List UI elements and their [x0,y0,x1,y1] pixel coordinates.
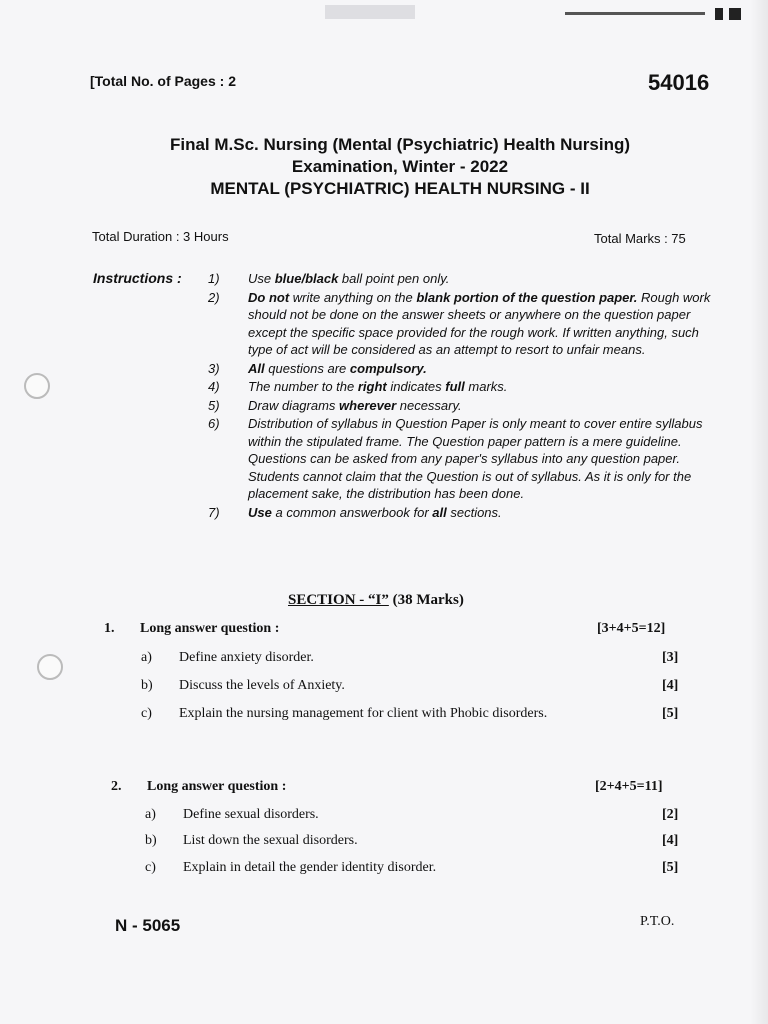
sub-marks: [4] [662,678,679,693]
total-marks: Total Marks : 75 [594,231,686,246]
instruction-number: 3) [208,360,220,376]
title-line-2: Examination, Winter - 2022 [291,157,509,176]
section-heading [288,592,464,609]
total-duration: Total Duration : 3 Hours [92,229,229,244]
question-heading: Long answer question : [147,779,287,794]
sub-text: Define anxiety disorder. [179,650,314,665]
instruction-text: Distribution of syllabus in Question Paper is only meant to cover entire syllabus within the stipulated frame. The Question paper pattern is a mere guideline. Questions can be asked from any paper's syllabus into any question paper. Students cannot claim that the Question is out of syllabus. As it is only for the placement sake, the distribution has been done. [248,416,703,501]
instruction-number: 6) [208,416,220,431]
sub-marks: [5] [662,706,679,721]
question-marks: [2+4+5=11] [595,779,663,794]
instruction-text: Do not write anything on the blank portion of the question paper. Rough work should not be done on the answer sheets or anywhere on the question paper except the specific space provided for the rough work. If written anything, such type of act will be considered as an attempt to resort to unfair means. [248,289,711,357]
sub-marks: [2] [662,807,679,822]
instruction-number: 7) [208,504,220,520]
instruction-item-2 [200,289,720,359]
sub-label: a) [141,650,152,665]
instruction-text: Use a common answerbook for all sections. [248,504,502,520]
sub-marks: [4] [662,833,679,848]
paper-code: 54016 [648,70,710,95]
instruction-item-5 [200,397,720,415]
punch-hole [24,373,50,399]
instruction-item-7 [200,504,720,522]
instruction-item-1 [200,270,720,288]
instruction-number: 1) [208,271,220,286]
sub-label: b) [141,678,153,693]
section-marks: (38 Marks) [392,592,464,608]
instruction-text: Draw diagrams wherever necessary. [248,397,462,413]
scan-smudge [325,5,415,19]
instruction-text: All questions are compulsory. [248,360,427,376]
instruction-text: The number to the right indicates full marks. [248,379,508,394]
sub-text: List down the sexual disorders. [183,833,358,848]
sub-label: c) [145,860,156,875]
footer-code: N - 5065 [115,916,181,935]
question-marks: [3+4+5=12] [597,621,666,636]
question-number: 2. [111,779,122,794]
sub-marks: [3] [662,650,679,665]
sub-label: c) [141,706,152,721]
total-pages: [Total No. of Pages : 2 [90,73,236,89]
instructions-list [200,270,720,522]
question-number: 1. [104,621,115,636]
instruction-item-4 [200,378,720,396]
instruction-number: 4) [208,379,220,394]
instructions-label: Instructions : [93,270,182,286]
sub-text: Explain in detail the gender identity disorder. [183,860,437,875]
exam-title [90,134,710,200]
sub-text: Discuss the levels of Anxiety. [179,678,345,693]
sub-text: Explain the nursing management for client with Phobic disorders. [179,706,548,721]
instruction-text: Use blue/black ball point pen only. [248,271,450,286]
scan-marks [565,8,745,20]
sub-text: Define sexual disorders. [183,807,319,822]
question-heading: Long answer question : [140,621,280,636]
pto-label: P.T.O. [640,914,675,929]
sub-label: b) [145,833,157,848]
instruction-number: 5) [208,397,220,413]
title-line-3: MENTAL (PSYCHIATRIC) HEALTH NURSING - II [210,179,590,198]
page-edge-shadow [750,0,768,1024]
sub-label: a) [145,807,156,822]
instruction-item-6 [200,415,720,503]
punch-hole [37,654,63,680]
sub-marks: [5] [662,860,679,875]
instruction-number: 2) [208,289,220,305]
instruction-item-3 [200,360,720,378]
section-label: SECTION - “I” [288,592,389,608]
title-line-1: Final M.Sc. Nursing (Mental (Psychiatric) Health Nursing) [169,135,630,154]
